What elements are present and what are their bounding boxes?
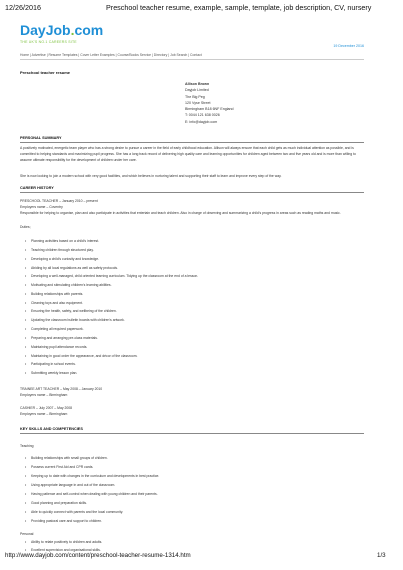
resume-page (20, 22, 364, 552)
contact-building: The Big Peg (185, 94, 205, 99)
contact-company: Dayjob Limited (185, 88, 209, 93)
section-personal-summary: PERSONAL SUMMARY (20, 136, 62, 140)
document-title: Preschool teacher resume (20, 70, 71, 75)
duty-item: • Teaching children through structured play. (31, 248, 94, 252)
teaching-item: • Using appropriate language in and out of the classroom. (31, 483, 115, 487)
teaching-item: • Possess current First Aid and CPR cards. (31, 465, 93, 469)
teaching-label: Teaching (20, 444, 34, 448)
print-header (0, 0, 403, 14)
contact-email[interactable]: E: info@dayjob.com (185, 119, 218, 124)
teaching-item: • Good planning and preparation skills. (31, 501, 87, 505)
job1-duties-label: Duties; (20, 225, 31, 229)
teaching-item: • Building relationships with small groups of children. (31, 456, 108, 460)
teaching-item: • Having patience and self-control when dealing with young children and their parents. (31, 492, 158, 496)
summary-paragraph-1: A positively motivated, energetic team player who has a strong desire to pursue a career in the field of early childhood education. Allison will always ensure that each child gets as much individual attention as possible, and is committed to helping standards and maximizing pupil progress. She has a long track record of delivering high quality care and learning opportunities for children aged between two and five years old and is more than willing to assume ultimate responsibility for the development of children under her care. (20, 146, 356, 162)
duty-item: • Planning activities based on a child's interest. (31, 239, 99, 243)
page-number: 1/3 (377, 552, 386, 559)
logo-day: Day (20, 22, 46, 38)
contact-phone: T: 0044 121 638 0026 (185, 113, 220, 118)
contact-block (185, 81, 234, 125)
job3-title: CASHIER – July 2007 – May 2008 (20, 406, 73, 410)
job1-description: Responsible for helping to organise, plan and also participate in activities that entertain and teach children. Also in charge of observing and summarizing a child's progress in areas such as reading maths and music. (20, 211, 341, 215)
section-divider (20, 192, 364, 193)
duty-item: • Building relationships with parents. (31, 292, 83, 296)
duty-item: • Ensuring the health, safety, and wellbeing of the children. (31, 309, 117, 313)
duty-item: • Motivating and stimulating children's learning abilities. (31, 283, 112, 287)
section-divider (20, 142, 364, 143)
teaching-item: • Able to quickly connect with parents and the local community. (31, 510, 123, 514)
teaching-item: • Keeping up to date with changes in the curriculum and developments in best practice. (31, 474, 159, 478)
duty-item: • Cleaning toys and also equipment. (31, 301, 83, 305)
contact-street: 120 Vyse Street (185, 100, 211, 105)
summary-paragraph-2: She is now looking to join a modern school with very good facilities, and which believes in nurturing talent and supporting their staff to learn and improve every step of the way. (20, 174, 282, 178)
section-key-skills: KEY SKILLS AND COMPETENCIES (20, 427, 83, 431)
job1-employer: Employers name – Coventry (20, 205, 63, 209)
contact-city: Birmingham B18 6NF England (185, 107, 234, 112)
logo-com: com (74, 22, 104, 38)
dayjob-logo[interactable] (20, 22, 103, 50)
duty-item: • Updating the classroom bulletin boards with children's artwork. (31, 318, 125, 322)
contact-name: Allison Brown (185, 82, 210, 86)
logo-job: Job (45, 22, 71, 38)
teaching-item: • Providing pastoral care and support to children. (31, 519, 102, 523)
job3-employer: Employers name – Birmingham (20, 412, 68, 416)
print-title: Preschool teacher resume, example, sample, template, job description, CV, nursery (106, 3, 372, 12)
duty-item: • Submitting weekly lesson plan. (31, 371, 77, 375)
personal-label: Personal (20, 532, 34, 536)
job2-employer: Employers name – Birmingham (20, 393, 68, 397)
section-career-history: CAREER HISTORY (20, 186, 54, 190)
section-divider (20, 433, 364, 434)
page-url[interactable]: http://www.dayjob.com/content/preschool-teacher-resume-1314.htm (5, 552, 191, 559)
personal-item: • Excellent supervision and organisational skills. (31, 548, 101, 552)
logo-tagline: THE UK'S NO.1 CAREERS SITE (20, 40, 77, 44)
print-date: 12/26/2016 (5, 3, 41, 12)
duty-item: • Developing a child's curiosity and knowledge. (31, 257, 99, 261)
duty-item: • Preparing and arranging pre-class materials. (31, 336, 98, 340)
nav-divider (20, 59, 364, 60)
duty-item: • Developing a well-managed, child oriented learning curriculum. Tidying up the classroom at the end of a lesson. (31, 274, 198, 278)
duty-item: • Participating in school events. (31, 362, 76, 366)
duty-item: • Completing all required paperwork. (31, 327, 84, 331)
job2-title: TRAINEE ART TEACHER – May 2008 – January 2010 (20, 387, 103, 391)
personal-item: • Ability to relate positively to children and adults. (31, 540, 102, 544)
duty-item: • Maintaining pupil attendance records. (31, 345, 87, 349)
job1-title: PRESCHOOL TEACHER – January 2010 – present (20, 199, 98, 203)
nav-links[interactable]: Home | Advertise | Resume Templates | Cover Letter Examples | Course/Books Service | Directory | Job Search | Contact (20, 53, 202, 57)
duty-item: • Maintaining in good order the appearance, and décor of the classroom. (31, 354, 138, 358)
logo-dot: . (70, 22, 75, 38)
duty-item: • Abiding by all local regulations as well as safety protocols. (31, 266, 118, 270)
top-date: 19 December 2016 (333, 44, 364, 48)
